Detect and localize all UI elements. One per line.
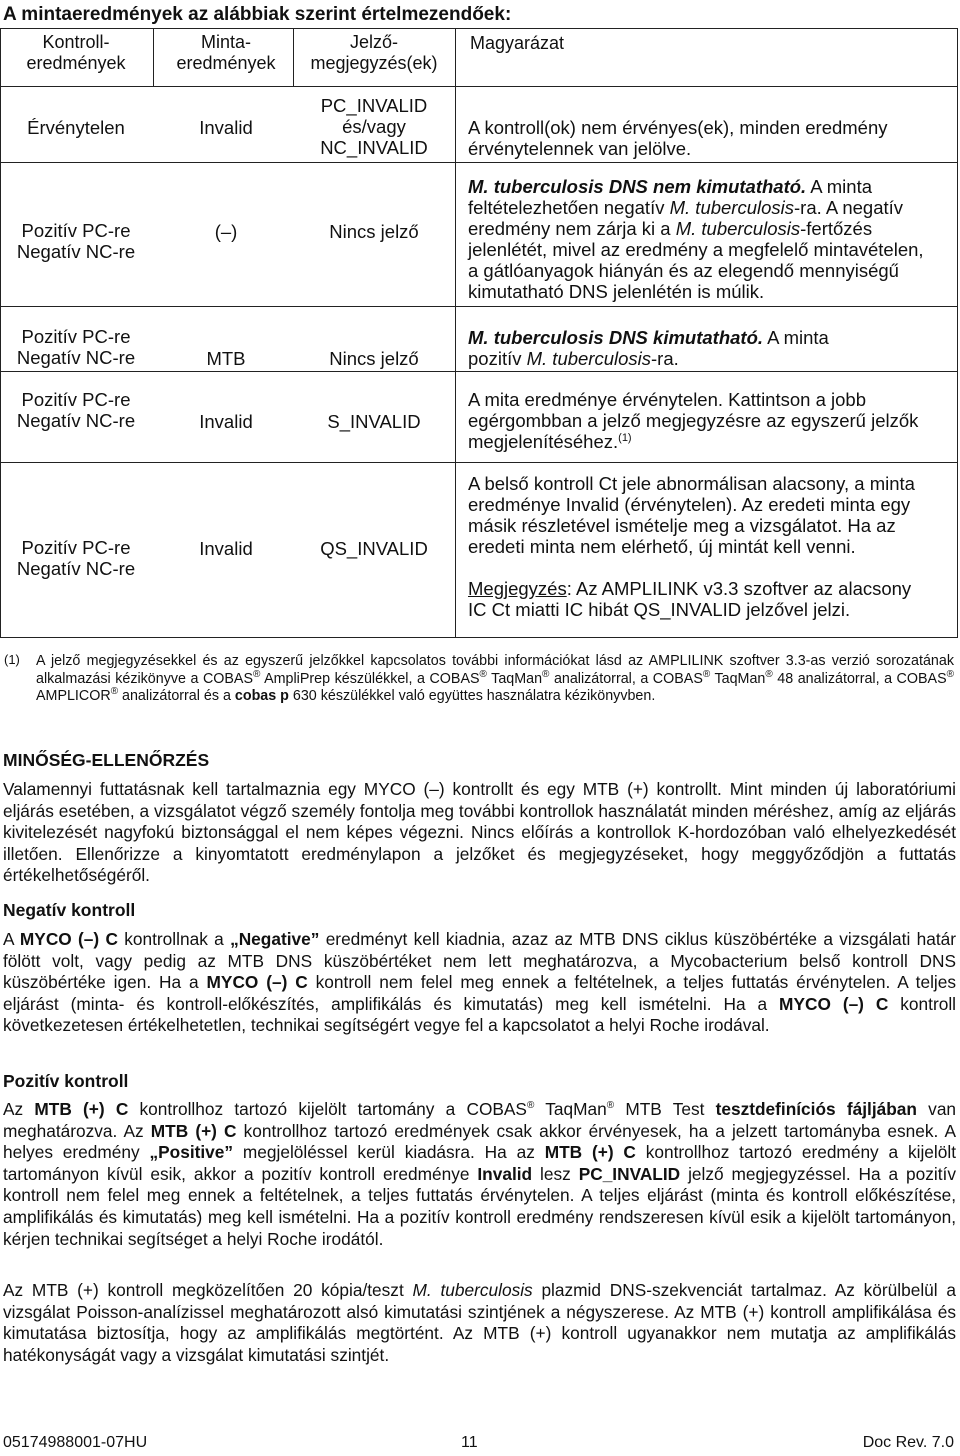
row-explanation: M. tuberculosis DNS nem kimutatható. A minta feltételezhetően negatív M. tuberculosis-ra. A negatív eredmény nem zárja ki a M. tuberculosis-fertőzés jelenlétét, mivel az eredmény a megfelelő mintavételen, a gátlóanyagok hiányán és az elegendő mennyiségű kimutatható DNS jelenlétén is múlik.: [468, 176, 924, 302]
footnote-reference[interactable]: (1): [618, 431, 632, 444]
row-explanation: A kontroll(ok) nem érvényes(ek), minden eredmény érvénytelennek van jelölve.: [468, 117, 888, 159]
table-border-left: [0, 28, 1, 638]
quality-control-heading: MINŐSÉG-ELLENŐRZÉS: [3, 750, 210, 770]
row-explanation: A mita eredménye érvénytelen. Kattintson a jobb egérgombban a jelző megjegyzésre az egyszerű jelzők megjelenítéséhez.$^{(1)}$: [468, 389, 919, 452]
row-controls: Pozitív PC-re Negatív NC-re: [16, 389, 136, 431]
row-flag: S_INVALID: [327, 411, 421, 432]
footnote-mark: (1): [4, 652, 20, 667]
row-result: Invalid: [199, 117, 253, 138]
quality-control-text: Valamennyi futtatásnak kell tartalmaznia egy MYCO (–) kontrollt és egy MTB (+) kontrollt. Mint minden új laboratóriumi eljárás esetében, a vizsgálatot végző személy fontolja meg további kontrollok használatát minden méréshez, amíg az eljárás kivitelezését nagyfokú biztonsággal el nem képes végezni. Nincs előírás a kontrollok K-hordozóban való elhelyezkedését illetően. Ellenőrizze a kinyomtatott eredménylapon a jelzőket és megjegyzéseket, hogy meggyőződjön a futtatás értékelhetőségéről.: [3, 779, 956, 886]
header-sample-results: Minta- eredmények: [176, 32, 276, 73]
table-row-divider: [0, 462, 958, 463]
row-flag: Nincs jelző: [329, 348, 419, 369]
document-number: 05174988001-07HU: [3, 1434, 148, 1451]
negative-control-text: A MYCO (–) C kontrollnak a „Negative” eredményt kell kiadnia, azaz az MTB DNS ciklus küszöbértéke a vizsgálati határ fölött volt, vagy pedig az MTB DNS küszöbértéket nem lett meghatározva, a Mycobacterium belső kontroll DNS küszöbértéke igen. Ha a MYCO (–) C kontroll nem felel meg ennek a feltételnek, a teljes futtatás érvénytelen. A teljes eljárást (minta- és kontroll-előkészítés, amplifikálás és kimutatás) meg kell ismételni. Ha a MYCO (–) C kontroll következetesen értékelhetetlen, technikai segítségért vegye fel a kapcsolatot a helyi Roche irodával.: [3, 929, 957, 1036]
note-label: Megjegyzés: [468, 578, 567, 599]
header-controls: Kontroll- eredmények: [26, 32, 126, 73]
row-flag: PC_INVALID és/vagy NC_INVALID: [320, 95, 428, 158]
positive-control-heading: Pozitív kontroll: [3, 1071, 129, 1091]
table-header-col-divider: [153, 28, 154, 86]
row-controls: Pozitív PC-re Negatív NC-re: [16, 220, 136, 262]
row-result: MTB: [206, 348, 246, 369]
table-explanation-divider: [455, 86, 456, 637]
header-flags: Jelző- megjegyzés(ek): [310, 32, 438, 73]
table-border-top: [0, 28, 958, 29]
row-explanation: A belső kontroll Ct jele abnormálisan alacsony, a minta eredménye Invalid (érvénytelen). Az eredeti minta egy másik részletével ismételje meg a vizsgálatot. Ha az eredeti minta nem elérhető, új mintát kell venni. Megjegyzés: Az AMPLILINK v3.3 szoftver az alacsony IC Ct miatti IC hibát QS_INVALID jelzővel jelzi.: [468, 473, 915, 620]
table-border-right: [957, 28, 958, 638]
row-result: Invalid: [199, 538, 253, 559]
table-row-divider: [0, 162, 958, 163]
row-explanation: M. tuberculosis DNS kimutatható. A minta pozitív M. tuberculosis-ra.: [468, 327, 829, 369]
results-interpretation-table: [0, 28, 958, 638]
row-controls: Pozitív PC-re Negatív NC-re: [16, 537, 136, 579]
positive-control-text: Az MTB (+) C kontrollhoz tartozó kijelölt tartomány a COBAS® TaqMan® MTB Test tesztdefiníciós fájljában van meghatározva. Az MTB (+) C kontrollhoz tartozó eredmények csak akkor érvényesek, ha a jelzett tartományba esnek. A helyes eredmény „Positive” megjelöléssel kerül kiadásra. Ha az MTB (+) C kontrollhoz tartozó eredmény a kijelölt tartományon kívül esik, akkor a pozitív kontroll eredménye Invalid lesz PC_INVALID jelző megjegyzéssel. Ha a pozitív kontroll nem felel meg ennek a feltételnek, a teljes futtatás érvénytelen. A teljes eljárást (minta és kontroll előkészítése, amplifikálás és kimutatás) meg kell ismételni. Ha a pozitív kontroll eredmény rendszeresen kívül esik a kijelölt tartományon, kérjen technikai segítséget a helyi Roche irodától.: [3, 1099, 957, 1249]
footnote-text: A jelző megjegyzésekkel és az egyszerű jelzőkkel kapcsolatos további információkat lásd az AMPLILINK szoftver 3.3-as verzió sorozatának alkalmazási kézikönyve a COBAS® AmpliPrep készülékkel, a COBAS® TaqMan® analizátorral, a COBAS® TaqMan® 48 analizátorral, a COBAS® AMPLICOR® analizátorral és a cobas p 630 készülékkel való együttes használatra kézikönyvben.: [36, 653, 954, 704]
page-number: 11: [461, 1434, 478, 1451]
row-flag: Nincs jelző: [329, 221, 419, 242]
table-row-divider: [0, 371, 958, 372]
row-result: Invalid: [199, 411, 253, 432]
table-border-bottom: [0, 637, 958, 638]
document-revision: Doc Rev. 7.0: [862, 1434, 954, 1451]
positive-control-plasmid-text: Az MTB (+) kontroll megközelítően 20 kópia/teszt M. tuberculosis plazmid DNS-szekvenciát tartalmaz. Az körülbelül a vizsgálat Poisson-analízissel meghatározott alsó kimutatási szintjének a négyszerese. Az MTB (+) kontroll amplifikálása és kimutatása biztosítja, hogy az amplifikálás megtörtént. Az MTB (+) kontroll ugyanakkor nem mutatja az amplifikálás hatékonyságát vagy a vizsgálat kimutatási szintjét.: [3, 1280, 956, 1365]
table-row-divider: [0, 306, 958, 307]
table-header-col-divider: [293, 28, 294, 86]
row-result: (–): [214, 221, 238, 242]
table-header-divider: [0, 86, 958, 87]
table-header-col-divider: [455, 28, 456, 86]
negative-control-heading: Negatív kontroll: [3, 900, 136, 920]
header-explanation: Magyarázat: [470, 33, 565, 53]
row-flag: QS_INVALID: [320, 538, 428, 559]
row-controls: Érvénytelen: [27, 117, 125, 138]
section-title: A mintaeredmények az alábbiak szerint értelmezendőek:: [3, 4, 512, 25]
row-controls: Pozitív PC-re Negatív NC-re: [16, 326, 136, 368]
